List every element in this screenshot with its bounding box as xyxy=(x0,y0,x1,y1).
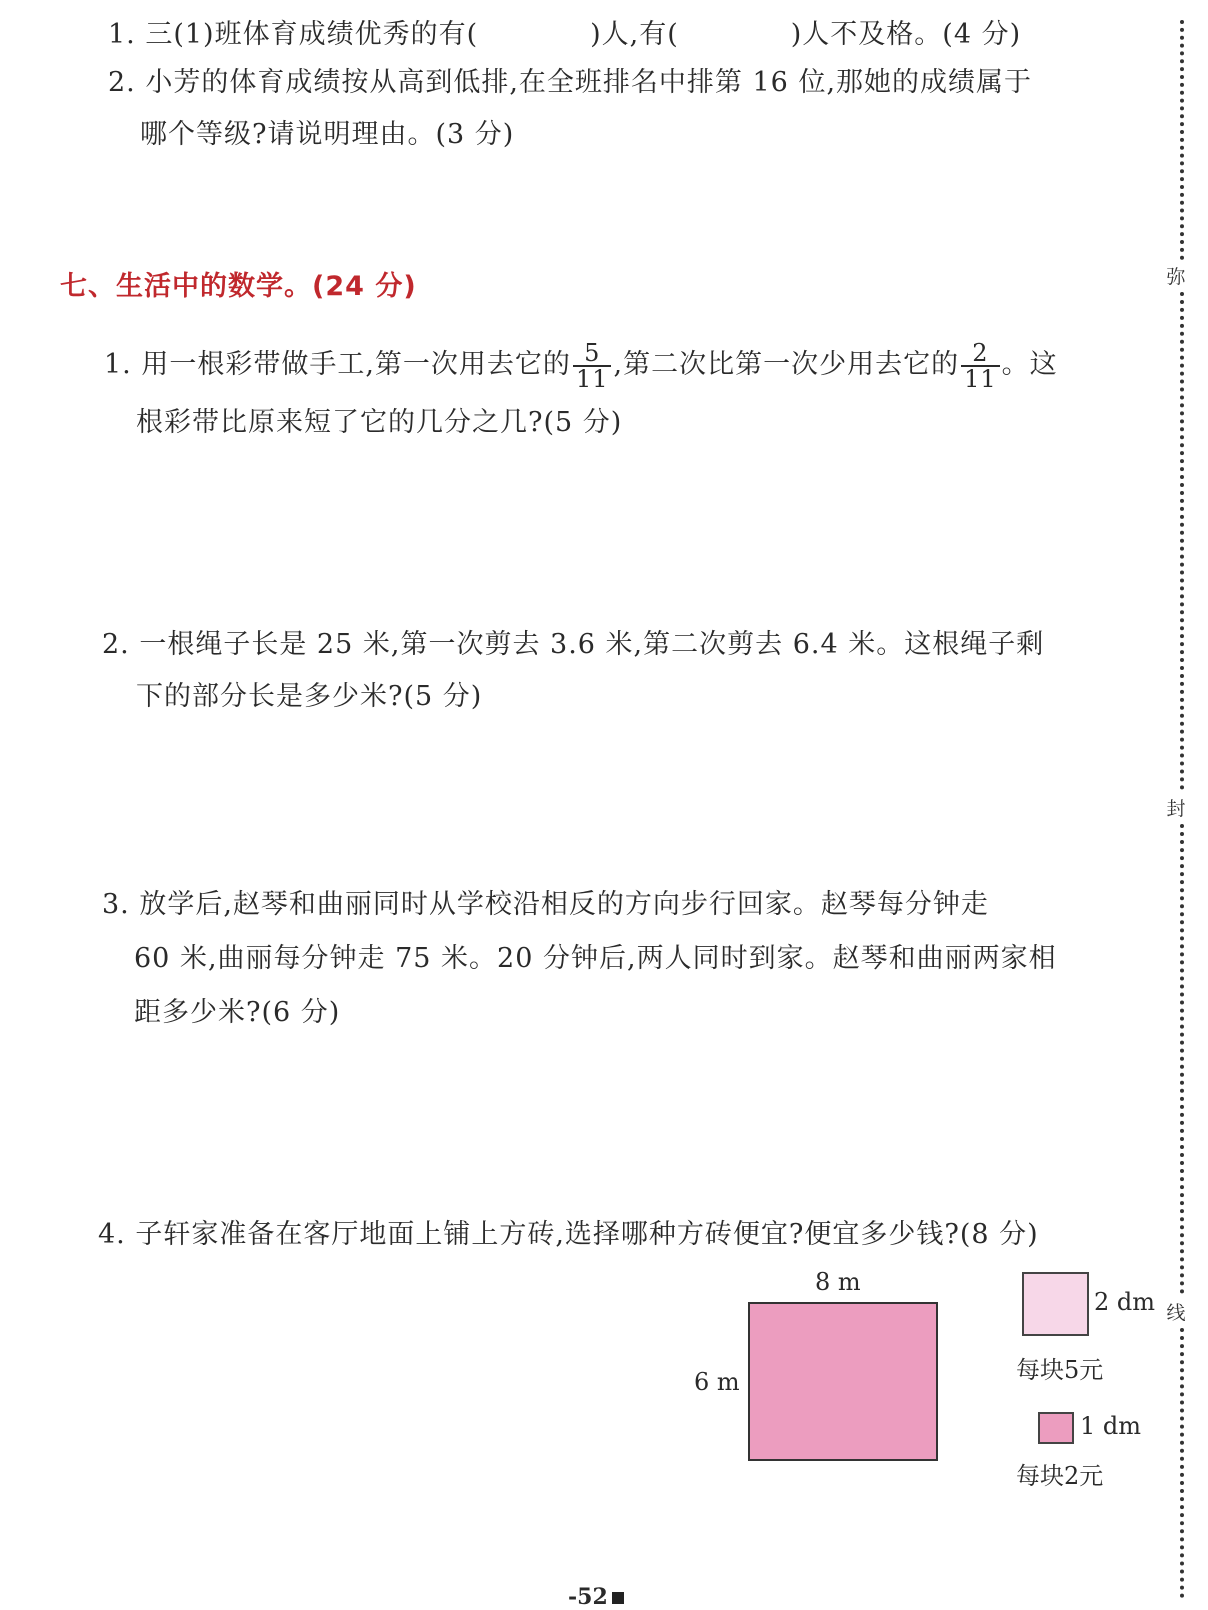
seal-char-xian: 线 xyxy=(1166,1302,1186,1324)
question-2-line2: 哪个等级?请说明理由。(3 分) xyxy=(140,119,515,150)
s7-question-1-line2: 根彩带比原来短了它的几分之几?(5 分) xyxy=(136,407,623,438)
s7-question-3-line1: 3. 放学后,赵琴和曲丽同时从学校沿相反的方向步行回家。赵琴每分钟走 xyxy=(102,889,989,920)
s7-question-4-line1: 4. 子轩家准备在客厅地面上铺上方砖,选择哪种方砖便宜?便宜多少钱?(8 分) xyxy=(98,1219,1039,1250)
seal-char-mi: 弥 xyxy=(1166,266,1186,288)
question-2-line1: 2. 小芳的体育成绩按从高到低排,在全班排名中排第 16 位,那她的成绩属于 xyxy=(108,67,1033,98)
s7-q1-text-a: 1. 用一根彩带做手工,第一次用去它的 xyxy=(104,349,571,380)
fraction-numerator: 2 xyxy=(972,338,989,367)
small-tile-square xyxy=(1038,1412,1074,1444)
question-1-grade-count: 1. 三(1)班体育成绩优秀的有( )人,有( )人不及格。(4 分) xyxy=(108,19,1022,50)
fraction-two-elevenths xyxy=(961,338,1000,393)
seal-dotted-line-top xyxy=(1180,20,1184,260)
s7-question-3-line3: 距多少米?(6 分) xyxy=(134,997,341,1028)
large-tile-size-label: 2 dm xyxy=(1094,1288,1156,1316)
s7-question-1-line1 xyxy=(104,336,1058,394)
seal-dotted-line-lower xyxy=(1180,824,1184,1294)
page-number: -52 xyxy=(568,1584,624,1610)
fraction-denominator: 11 xyxy=(961,365,1000,391)
seal-dotted-line-bottom xyxy=(1180,1328,1184,1598)
living-room-floor-rectangle xyxy=(748,1302,938,1461)
s7-question-2-line2: 下的部分长是多少米?(5 分) xyxy=(136,681,483,712)
large-tile-square xyxy=(1022,1272,1089,1336)
fraction-numerator: 5 xyxy=(584,338,601,367)
large-tile-price-label: 每块5元 xyxy=(1016,1356,1104,1384)
fraction-denominator: 11 xyxy=(573,365,612,391)
s7-question-3-line2: 60 米,曲丽每分钟走 75 米。20 分钟后,两人同时到家。赵琴和曲丽两家相 xyxy=(134,943,1057,974)
seal-dotted-line-middle xyxy=(1180,292,1184,790)
small-tile-size-label: 1 dm xyxy=(1080,1412,1142,1440)
s7-q1-text-b: ,第二次比第一次少用去它的 xyxy=(613,349,960,380)
seal-char-feng: 封 xyxy=(1166,798,1186,820)
section-title: 七、生活中的数学。(24 分) xyxy=(60,271,417,302)
small-tile-price-label: 每块2元 xyxy=(1016,1462,1104,1490)
fraction-five-elevenths xyxy=(573,338,612,393)
room-width-label: 8 m xyxy=(815,1268,861,1296)
s7-question-2-line1: 2. 一根绳子长是 25 米,第一次剪去 3.6 米,第二次剪去 6.4 米。这根绳子剩 xyxy=(102,629,1045,660)
room-height-label: 6 m xyxy=(694,1368,740,1396)
s7-q1-text-c: 。这 xyxy=(1001,349,1058,380)
